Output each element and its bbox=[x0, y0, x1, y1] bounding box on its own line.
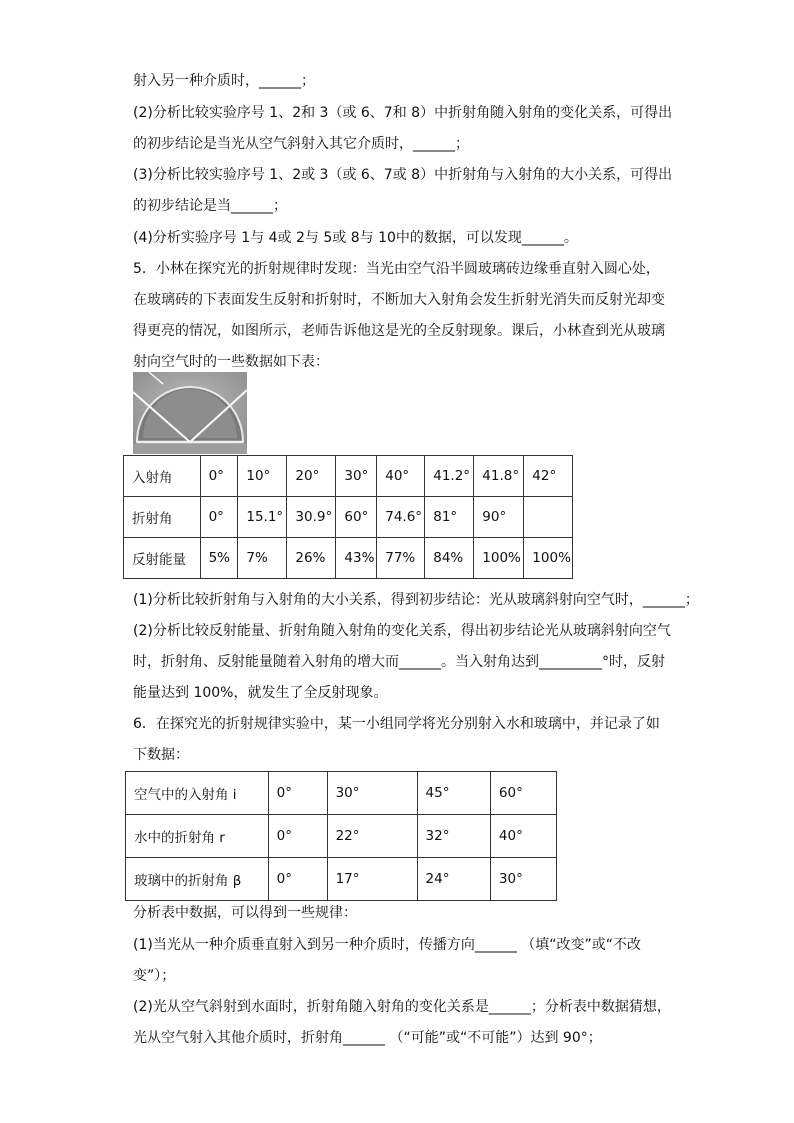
table-cell: 0° bbox=[200, 497, 238, 538]
table-cell: 84% bbox=[425, 538, 474, 579]
row-header: 反射能量 bbox=[124, 538, 201, 579]
question-5-text: 在玻璃砖的下表面发生反射和折射时，不断加大入射角会发生折射光消失而反射光却变 bbox=[133, 292, 665, 308]
question-6-answer: (2)光从空气斜射到水面时，折射角随入射角的变化关系是______；分析表中数据猜想， bbox=[133, 999, 671, 1015]
text-line: (2)分析比较实验序号 1、2和 3（或 6、7和 8）中折射角随入射角的变化关系，可得出 bbox=[133, 105, 673, 121]
table-cell: 24° bbox=[417, 858, 490, 901]
text-line: 射入另一种介质时，______； bbox=[133, 73, 315, 89]
total-reflection-table bbox=[123, 455, 573, 579]
table-cell: 26% bbox=[287, 538, 336, 579]
table-cell: 100% bbox=[524, 538, 573, 579]
text-line: 的初步结论是当光从空气斜射入其它介质时，______； bbox=[133, 136, 469, 152]
table-cell: 74.6° bbox=[377, 497, 425, 538]
question-5-answer: 能量达到 100%，就发生了全反射现象。 bbox=[133, 685, 388, 701]
table-cell: 60° bbox=[336, 497, 377, 538]
question-5-text: 5．小林在探究光的折射规律时发现：当光由空气沿半圆玻璃砖边缘垂直射入圆心处， bbox=[133, 261, 660, 277]
table-cell: 42° bbox=[524, 456, 573, 497]
row-header: 水中的折射角 r bbox=[126, 815, 269, 858]
question-6-answer: (1)当光从一种介质垂直射入到另一种介质时，传播方向______ （填“改变”或“不改 bbox=[133, 937, 642, 953]
refraction-table bbox=[125, 771, 557, 901]
table-cell: 7% bbox=[238, 538, 287, 579]
table-cell: 30° bbox=[336, 456, 377, 497]
table-cell: 41.2° bbox=[425, 456, 474, 497]
question-5-answer: (1)分析比较折射角与入射角的大小关系，得到初步结论：光从玻璃斜射向空气时，______； bbox=[133, 592, 699, 608]
table-cell: 40° bbox=[490, 815, 556, 858]
table-row bbox=[124, 456, 573, 497]
row-header: 入射角 bbox=[124, 456, 201, 497]
table-cell bbox=[524, 497, 573, 538]
row-header: 折射角 bbox=[124, 497, 201, 538]
table-cell: 32° bbox=[417, 815, 490, 858]
table-cell: 60° bbox=[490, 772, 556, 815]
table-cell: 45° bbox=[417, 772, 490, 815]
table-cell: 81° bbox=[425, 497, 474, 538]
table-cell: 10° bbox=[238, 456, 287, 497]
text-line: (3)分析比较实验序号 1、2或 3（或 6、7或 8）中折射角与入射角的大小关系，可得出 bbox=[133, 167, 673, 183]
table-cell: 41.8° bbox=[474, 456, 524, 497]
table-cell: 17° bbox=[327, 858, 417, 901]
text-line: (4)分析实验序号 1与 4或 2与 5或 8与 10中的数据，可以发现______。 bbox=[133, 230, 578, 246]
table-cell: 30° bbox=[327, 772, 417, 815]
table-cell: 15.1° bbox=[238, 497, 287, 538]
table-row bbox=[126, 815, 557, 858]
row-header: 空气中的入射角 i bbox=[126, 772, 269, 815]
table-cell: 0° bbox=[268, 772, 327, 815]
table-cell: 43% bbox=[336, 538, 377, 579]
question-6-answer: 光从空气射入其他介质时，折射角______ （“可能”或“不可能”）达到 90°； bbox=[133, 1030, 602, 1046]
table-cell: 77% bbox=[377, 538, 425, 579]
question-6-answer: 分析表中数据，可以得到一些规律： bbox=[133, 905, 357, 921]
table-cell: 30.9° bbox=[287, 497, 336, 538]
table-cell: 0° bbox=[268, 815, 327, 858]
table-cell: 90° bbox=[474, 497, 524, 538]
table-cell: 0° bbox=[268, 858, 327, 901]
row-header: 玻璃中的折射角 β bbox=[126, 858, 269, 901]
question-6-text: 下数据： bbox=[133, 747, 189, 763]
table-row bbox=[126, 772, 557, 815]
table-cell: 30° bbox=[490, 858, 556, 901]
table-row bbox=[124, 538, 573, 579]
question-5-answer: (2)分析比较反射能量、折射角随入射角的变化关系，得出初步结论光从玻璃斜射向空气 bbox=[133, 623, 671, 639]
table-cell: 20° bbox=[287, 456, 336, 497]
table-cell: 40° bbox=[377, 456, 425, 497]
semicircle-glass-photo bbox=[133, 372, 247, 454]
question-6-text: 6．在探究光的折射规律实验中，某一小组同学将光分别射入水和玻璃中，并记录了如 bbox=[133, 716, 660, 732]
question-6-answer: 变”）； bbox=[133, 968, 176, 984]
text-line: 的初步结论是当______； bbox=[133, 198, 287, 214]
table-cell: 22° bbox=[327, 815, 417, 858]
table-cell: 0° bbox=[200, 456, 238, 497]
table-row bbox=[124, 497, 573, 538]
table-cell: 5% bbox=[200, 538, 238, 579]
question-5-text: 射向空气时的一些数据如下表： bbox=[133, 354, 329, 370]
question-5-text: 得更亮的情况，如图所示，老师告诉他这是光的全反射现象。课后，小林查到光从玻璃 bbox=[133, 323, 665, 339]
table-cell: 100% bbox=[474, 538, 524, 579]
table-row bbox=[126, 858, 557, 901]
question-5-answer: 时，折射角、反射能量随着入射角的增大而______。当入射角达到_________°时，反射 bbox=[133, 654, 665, 670]
